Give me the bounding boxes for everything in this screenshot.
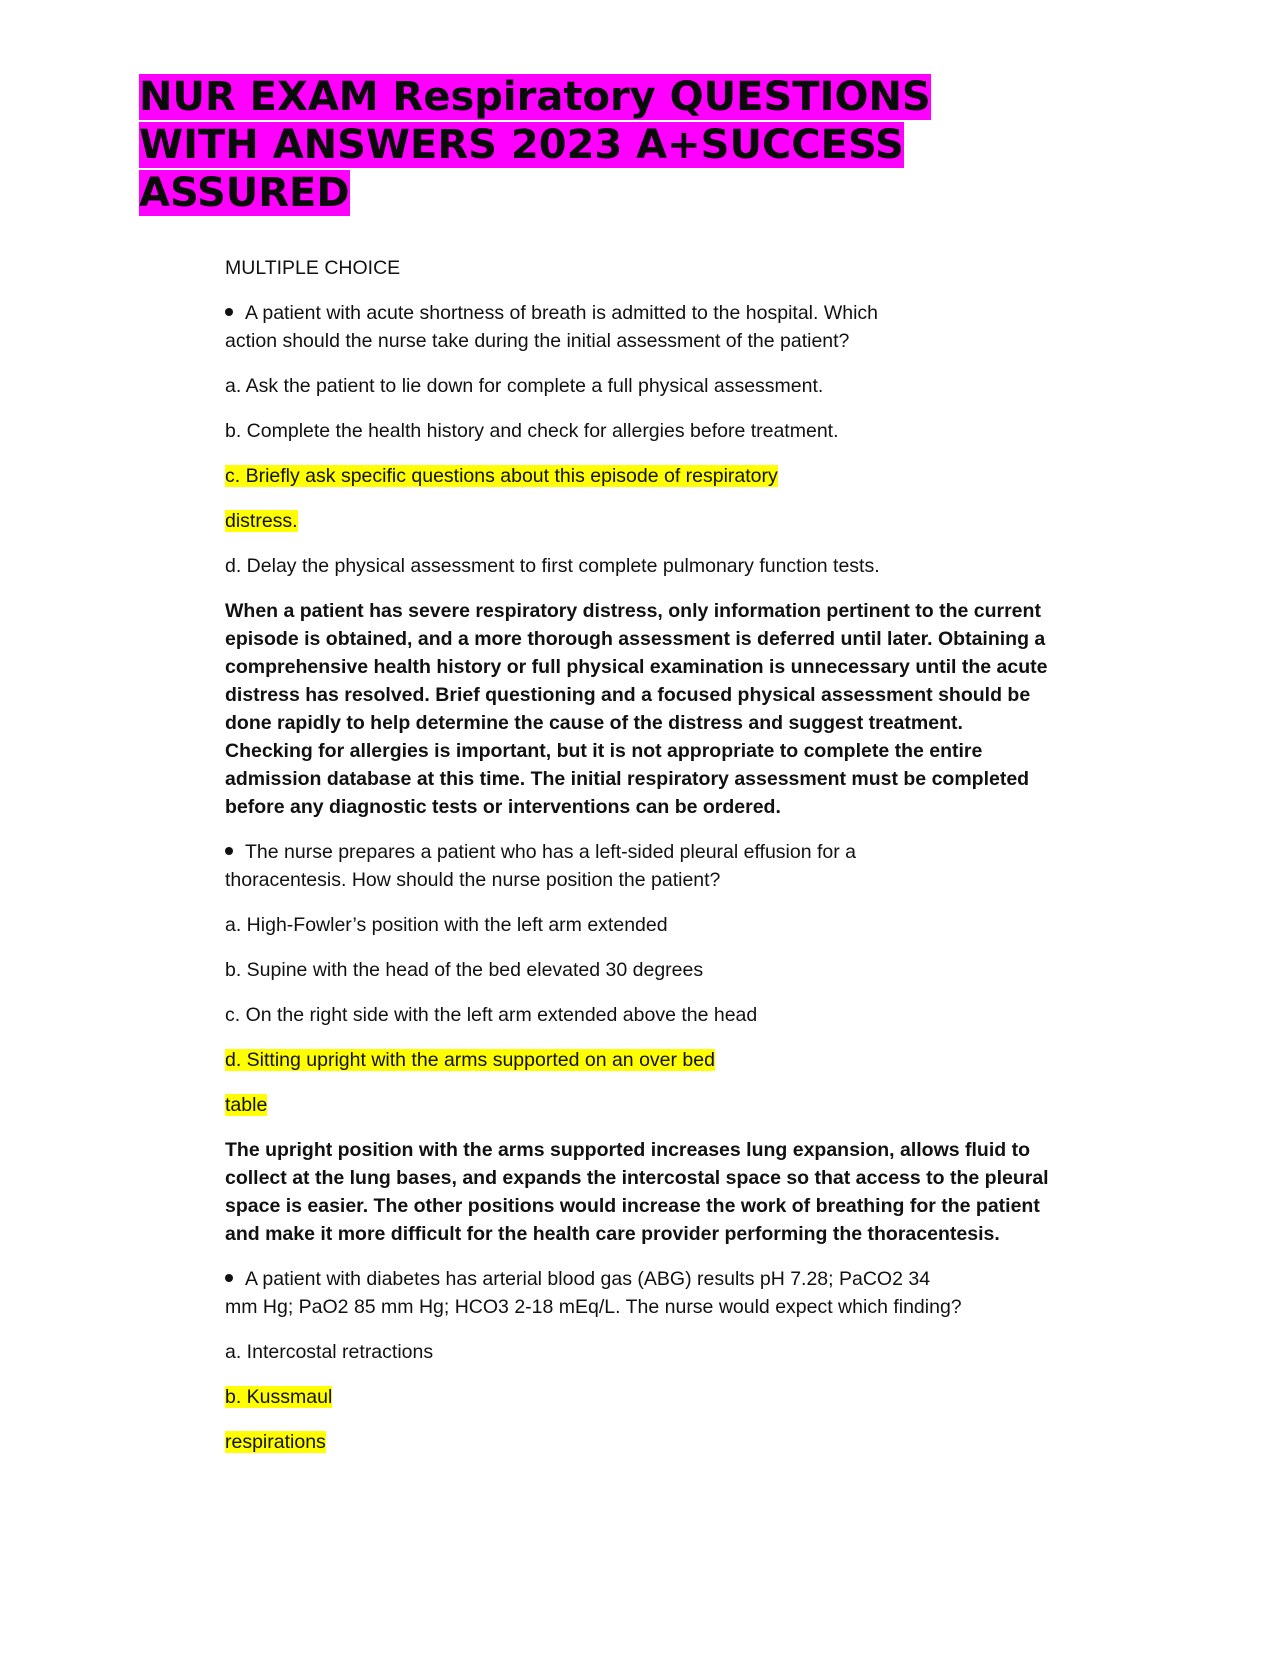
- answer-option: a. Intercostal retractions: [225, 1341, 434, 1363]
- bullet-icon: [225, 308, 233, 316]
- answer-option: c. On the right side with the left arm extended above the head: [225, 1004, 758, 1026]
- question-stem-line2: action should the nurse take during the initial assessment of the patient?: [225, 330, 850, 352]
- correct-answer-text: d. Sitting upright with the arms supported on an over bed: [225, 1049, 715, 1071]
- bullet-icon: [225, 847, 233, 855]
- correct-answer-option-cont: [225, 1091, 1055, 1119]
- bullet-icon: [225, 1274, 233, 1282]
- question-stem-line2: thoracentesis. How should the nurse position the patient?: [225, 869, 721, 891]
- question-stem: [225, 838, 1055, 894]
- answer-option: b. Supine with the head of the bed elevated 30 degrees: [225, 959, 704, 981]
- correct-answer-option-cont: [225, 1428, 1055, 1456]
- correct-answer-option: [225, 1046, 1055, 1074]
- question-stem: [225, 1265, 1055, 1321]
- correct-answer-option: [225, 1383, 1055, 1411]
- correct-answer-text: c. Briefly ask specific questions about this episode of respiratory: [225, 465, 778, 487]
- question-stem-line1: A patient with diabetes has arterial blood gas (ABG) results pH 7.28; PaCO2 34: [245, 1268, 931, 1290]
- title-text: NUR EXAM Respiratory QUESTIONS WITH ANSWERS 2023 A+SUCCESS ASSURED: [139, 74, 931, 216]
- document-title: [139, 73, 999, 217]
- correct-answer-option-cont: [225, 507, 1055, 535]
- correct-answer-option: [225, 462, 1055, 490]
- answer-option: b. Complete the health history and check for allergies before treatment.: [225, 420, 839, 442]
- document-body: [225, 254, 1055, 1473]
- correct-answer-text: table: [225, 1094, 268, 1116]
- answer-option: d. Delay the physical assessment to first complete pulmonary function tests.: [225, 555, 880, 577]
- answer-option: a. High-Fowler’s position with the left arm extended: [225, 914, 668, 936]
- correct-answer-text: b. Kussmaul: [225, 1386, 333, 1408]
- section-label: MULTIPLE CHOICE: [225, 257, 401, 279]
- question-stem: [225, 299, 1055, 355]
- question-stem-line1: A patient with acute shortness of breath is admitted to the hospital. Which: [245, 302, 879, 324]
- rationale-text: The upright position with the arms supported increases lung expansion, allows fluid to collect at the lung bases, and expands the intercostal space so that access to the pleural space is easier. The other positions would increase the work of breathing for the patient and make it more difficult for the health care provider performing the thoracentesis.: [225, 1139, 1049, 1245]
- answer-option: a. Ask the patient to lie down for complete a full physical assessment.: [225, 375, 824, 397]
- question-stem-line1: The nurse prepares a patient who has a left-sided pleural effusion for a: [245, 841, 857, 863]
- rationale-text: When a patient has severe respiratory distress, only information pertinent to the current episode is obtained, and a more thorough assessment is deferred until later. Obtaining a comprehensive health history or full physical examination is unnecessary until the acute distress has resolved. Brief questioning and a focused physical assessment should be done rapidly to help determine the cause of the distress and suggest treatment. Checking for allergies is important, but it is not appropriate to complete the entire admission database at this time. The initial respiratory assessment must be completed before any diagnostic tests or interventions can be ordered.: [225, 600, 1048, 818]
- question-stem-line2: mm Hg; PaO2 85 mm Hg; HCO3 2-18 mEq/L. The nurse would expect which finding?: [225, 1296, 962, 1318]
- correct-answer-text: respirations: [225, 1431, 326, 1453]
- correct-answer-text: distress.: [225, 510, 298, 532]
